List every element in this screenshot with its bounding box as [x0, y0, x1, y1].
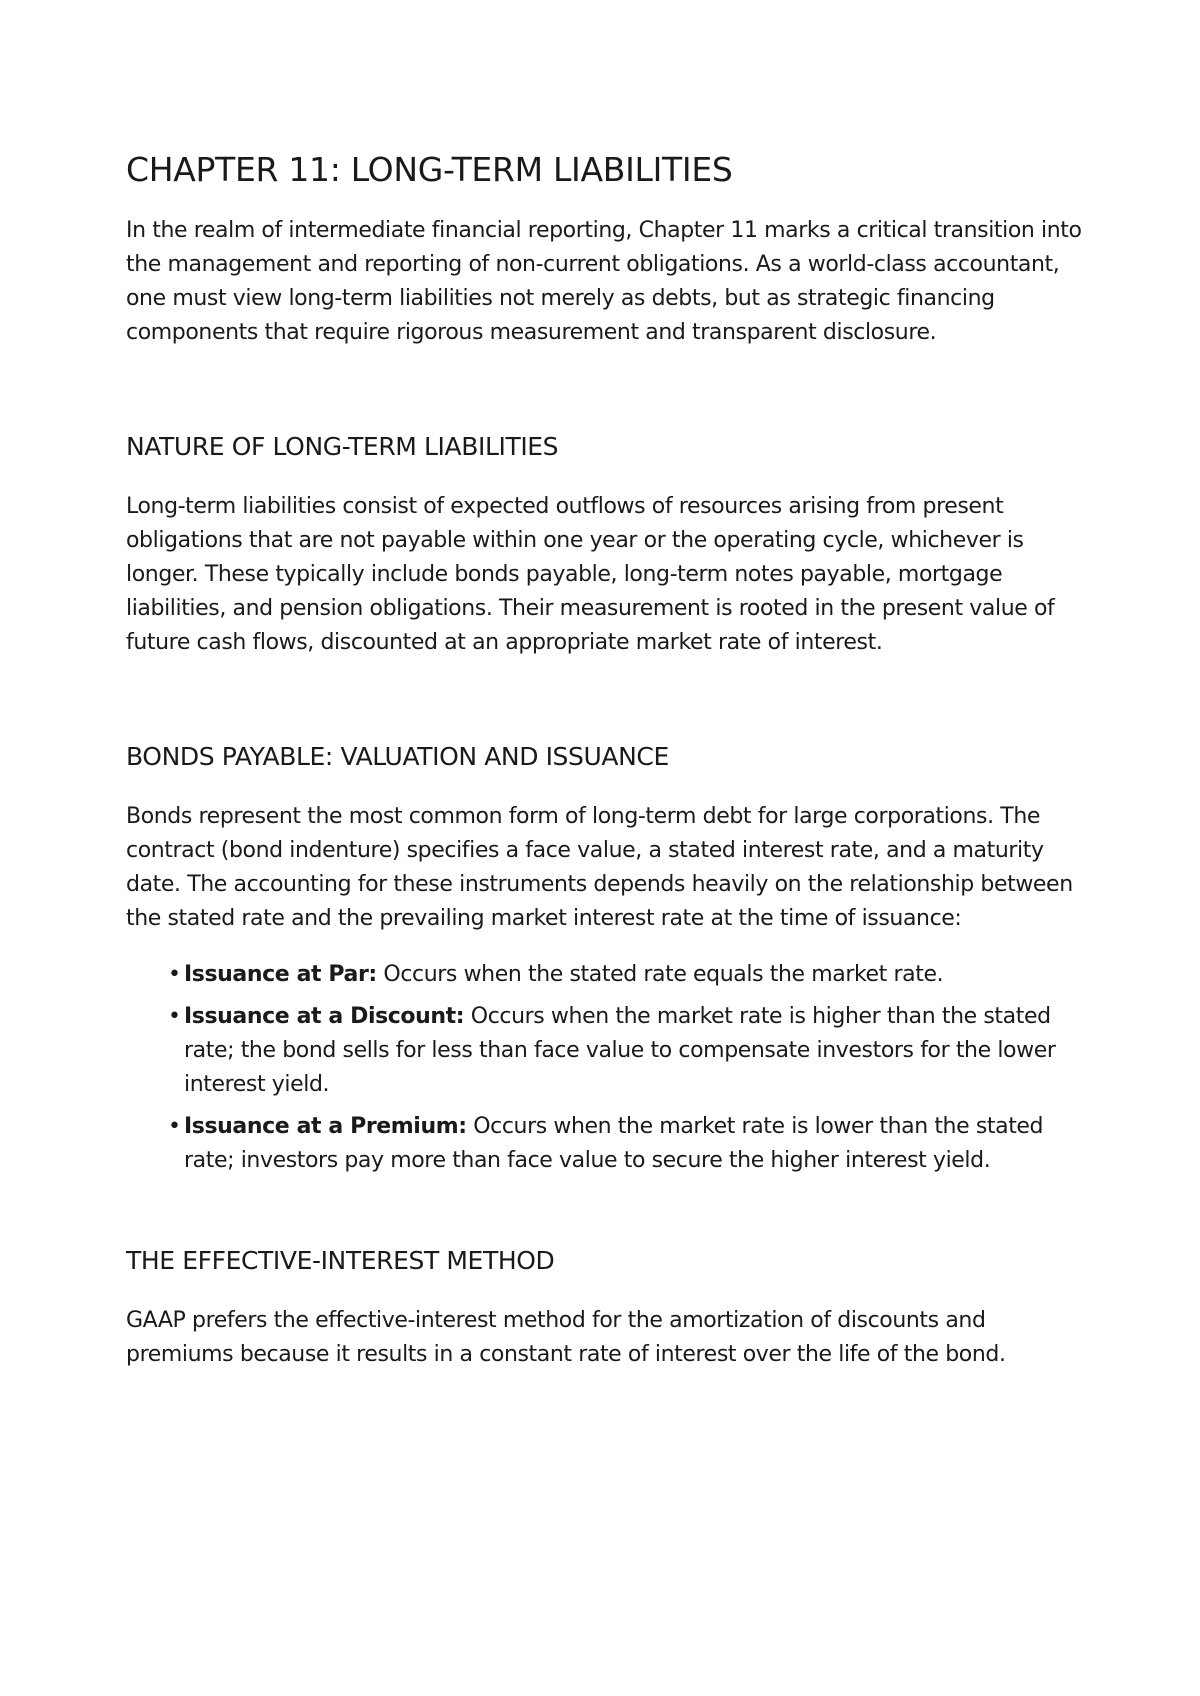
bullet-icon: • — [168, 1114, 181, 1139]
section-body-bonds: Bonds represent the most common form of long-term debt for large corporations. The contract (bond indenture) specifies a face value, a stated interest rate, and a maturity date. The accounting for these instruments depends heavily on the relationship between the stated rate and the prevailing market interest rate at the time of issuance: — [126, 804, 1073, 931]
bullet-text: Occurs when the market rate is lower than the stated rate; investors pay more than face value to secure the higher interest yield. — [184, 1114, 1044, 1173]
intro-paragraph: In the realm of intermediate financial reporting, Chapter 11 marks a critical transition into the management and reporting of non-current obligations. As a world-class accountant, one must view long-term liabilities not merely as debts, but as strategic financing components that require rigorous measurement and transparent disclosure. — [126, 218, 1082, 345]
bullet-term: Issuance at a Discount: — [184, 1004, 465, 1029]
bullet-item-par — [170, 958, 1086, 992]
bullet-item-discount — [170, 1000, 1086, 1102]
section-body-nature: Long-term liabilities consist of expected outflows of resources arising from present obligations that are not payable within one year or the operating cycle, whichever is longer. These typically include bonds payable, long-term notes payable, mortgage liabilities, and pension obligations. Their measurement is rooted in the present value of future cash flows, discounted at an appropriate market rate of interest. — [126, 494, 1055, 655]
section-heading-effective-interest: THE EFFECTIVE-INTEREST METHOD — [126, 1246, 555, 1275]
bullet-icon: • — [168, 1004, 181, 1029]
bullet-icon: • — [168, 962, 181, 987]
bullet-text: Occurs when the stated rate equals the market rate. — [376, 962, 944, 987]
bullet-term: Issuance at Par: — [184, 962, 377, 987]
issuance-bullet-list — [126, 958, 1086, 1178]
bullet-term: Issuance at a Premium: — [184, 1114, 467, 1139]
document-page — [126, 148, 1086, 1372]
chapter-title: CHAPTER 11: LONG-TERM LIABILITIES — [126, 150, 733, 189]
bullet-item-premium — [170, 1110, 1086, 1178]
section-body-effective-interest: GAAP prefers the effective-interest method for the amortization of discounts and premiums because it results in a constant rate of interest over the life of the bond. — [126, 1308, 1006, 1367]
bullet-text: Occurs when the market rate is higher than the stated rate; the bond sells for less than face value to compensate investors for the lower interest yield. — [184, 1004, 1056, 1097]
section-heading-nature: NATURE OF LONG-TERM LIABILITIES — [126, 432, 559, 461]
section-heading-bonds: BONDS PAYABLE: VALUATION AND ISSUANCE — [126, 742, 669, 771]
